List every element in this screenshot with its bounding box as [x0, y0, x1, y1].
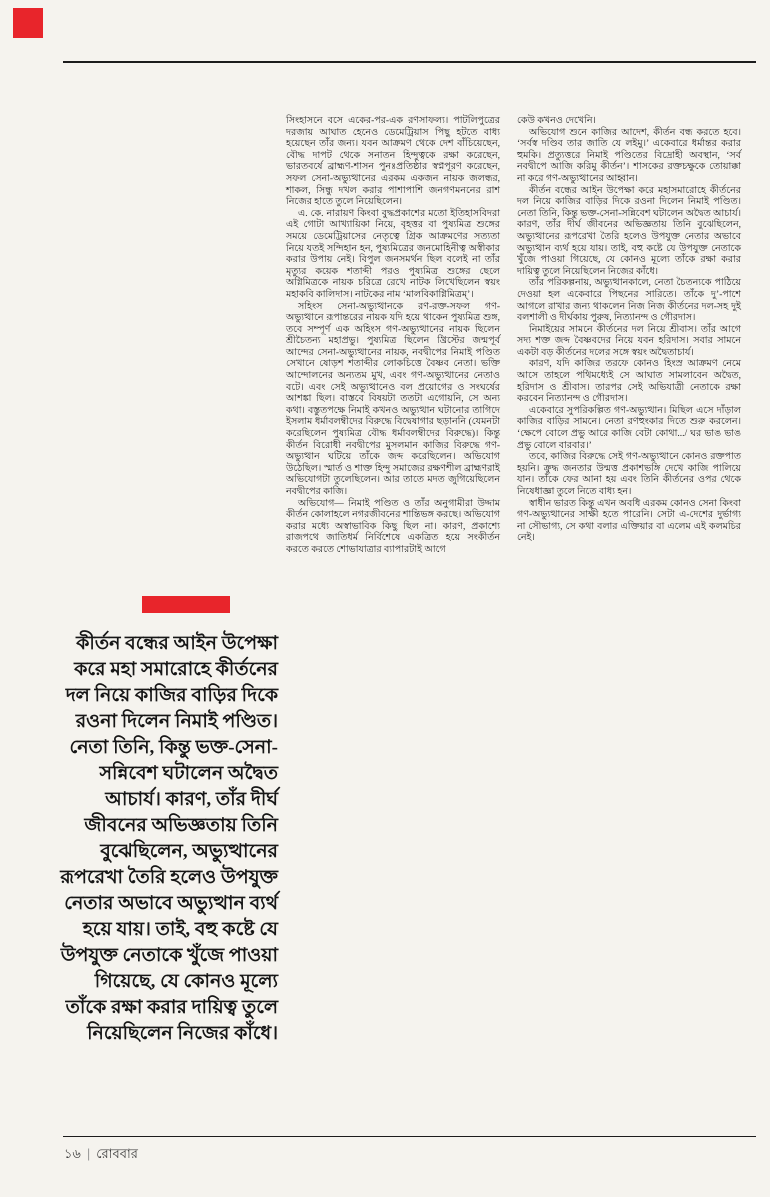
paragraph: নিমাইয়ের সামনে কীর্তনের দল নিয়ে শ্রীবাস। তাঁর আগে সদ্য শক্ত জব্দ বৈষ্ণবদের নিয়ে যবন হরিদাস। সবার সামনে একটা বড় কীর্তনের দলের সঙ্গে স্বয়ং অদ্বৈতাচার্য। [517, 324, 741, 358]
paragraph: কীর্তন বন্ধের আইন উপেক্ষা করে মহাসমারোহে কীর্তনের দল নিয়ে কাজির বাড়ির দিকে রওনা দিলেন নিমাই পণ্ডিত। নেতা তিনি, কিন্তু ভক্ত-সেনা-সন্নিবেশ ঘটালেন অদ্বৈত আচার্য। কারণ, তাঁর দীর্ঘ জীবনের অভিজ্ঞতায় তিনি বুঝেছিলেন, অভ্যুত্থানের রূপরেখা তৈরি হলেও উপযুক্ত নেতার অভাবে অভ্যুত্থান ব্যর্থ হয়ে যায়। তাই, বহু কষ্টে যে উপযুক্ত নেতাকে খুঁজে পাওয়া গিয়েছে, যে কোনও মূল্যে তাঁকে রক্ষা করার দায়িত্ব তুলে নিয়েছিলেন নিজের কাঁধে। [517, 185, 741, 277]
paragraph: অভিযোগ— নিমাই পণ্ডিত ও তাঁর অনুগামীরা উদ্দাম কীর্তন কোলাহলে নগরজীবনের শান্তিভঙ্গ করছে। অভিযোগ করার মধ্যে অস্বাভাবিক কিছু ছিল না। কারণ, প্রকাশ্যে রাজপথে জাতিধর্ম নির্বিশেষে একত্রিত হয়ে সংকীর্তন করতে করতে শোভাযাত্রার ব্যাপারটাই আগে [286, 498, 500, 555]
paragraph: তাঁর পরিকল্পনায়, অভ্যুত্থানকালে, নেতা চৈতন্যকে পাঠিয়ে দেওয়া হল একেবারে পিছনের সারিতে। তাঁকে দু’-পাশে আগলে রাখার জন্য থাকলেন নিজ নিজ কীর্তনের দল-সহ দুই বলশালী ও দীর্ঘকায় পুরুষ, নিত্যানন্দ ও গৌরদাস। [517, 278, 741, 324]
corner-red-mark [13, 8, 43, 38]
page-footer [64, 1145, 138, 1166]
top-rule [63, 61, 756, 63]
paragraph: স্বাধীন ভারত কিন্তু এখন অবধি এরকম কোনও সেনা কিংবা গণ-অভ্যুত্থানের সাক্ষী হতে পারেনি। সেটা এ-দেশের দুর্ভাগ্য না সৌভাগ্য, সে কথা বলার এক্তিয়ার বা এলেম এই কলমচির নেই। [517, 498, 741, 544]
pull-quote-red-bar [142, 596, 230, 613]
publication-name: রোববার [96, 1146, 138, 1161]
paragraph: কারণ, যদি কাজির তরফে কোনও হিংস্র আক্রমণ নেমে আসে তাহলে পথিমধ্যেই সে আঘাত সামলাবেন অদ্বৈত, হরিদাস ও শ্রীবাস। তারপর সেই অভিযাত্রী নেতাকে রক্ষা করবেন নিত্যানন্দ ও গৌরদাস। [517, 359, 741, 405]
paragraph: এ. কে. নারায়ণ কিংবা বুদ্ধপ্রকাশের মতো ইতিহাসবিদরা এই গোটা আখ্যায়িকা নিয়ে, বৃহত্তর বা পুষ্যমিত্র শুঙ্গের সময়ে ডেমেট্রিয়াসের নেতৃত্বে গ্রিক আক্রমণের সত্যতা নিয়ে যতই সন্দিহান হন, পুষ্যমিত্রের জনমোহিনীত্ব অস্বীকার করার উপায় নেই। বিপুল জনসমর্থন ছিল বলেই না তাঁর মৃত্যুর কয়েক শতাব্দী পরও পুষ্যমিত্র শুঙ্গের ছেলে অগ্নিমিত্রকে নায়ক চরিত্রে রেখে নাটক লিখেছিলেন স্বয়ং মহাকবি কালিদাস। নাটকের নাম ‘মালবিকাগ্নিমিত্রম্’। [286, 208, 500, 300]
paragraph: একেবারে সুপরিকল্পিত গণ-অভ্যুত্থান। মিছিল এসে দাঁড়াল কাজির বাড়ির সামনে। নেতা রণহুংকার দিতে শুরু করলেন। ‘ক্ষেপে বোলে প্রভু আরে কাজি বেটা কোথা.../ ঘর ভাঙ ভাঙ প্রভু বোলে বারবার।’ [517, 405, 741, 451]
paragraph: তবে, কাজির বিরুদ্ধে সেই গণ-অভ্যুত্থানে কোনও রক্তপাত হয়নি। ক্রুদ্ধ জনতার উন্মত্ত প্রকাশভঙ্গি দেখে কাজি পালিয়ে যান। তাঁকে ফের আনা হয় এবং তিনি কীর্তনের ওপর থেকে নিষেধাজ্ঞা তুলে নিতে বাধ্য হন। [517, 452, 741, 497]
page-number: ১৬ [64, 1146, 81, 1161]
bottom-rule [63, 1136, 756, 1137]
article-column-1 [286, 116, 500, 1116]
pull-quote-text: কীর্তন বন্ধের আইন উপেক্ষা করে মহা সমারোহে কীর্তনের দল নিয়ে কাজির বাড়ির দিকে রওনা দিলেন নিমাই পণ্ডিত। নেতা তিনি, কিন্তু ভক্ত-সেনা-সন্নিবেশ ঘটালেন অদ্বৈত আচার্য। কারণ, তাঁর দীর্ঘ জীবনের অভিজ্ঞতায় তিনি বুঝেছিলেন, অভ্যুত্থানের রূপরেখা তৈরি হলেও উপযুক্ত নেতার অভাবে অভ্যুত্থান ব্যর্থ হয়ে যায়। তাই, বহু কষ্টে যে উপযুক্ত নেতাকে খুঁজে পাওয়া গিয়েছে, যে কোনও মূল্যে তাঁকে রক্ষা করার দায়িত্ব তুলে নিয়েছিলেন নিজের কাঁধে। [60, 633, 278, 1044]
paragraph: সহিংস সেনা-অভ্যুত্থানকে রণ-রক্ত-সফল গণ-অভ্যুত্থানে রূপান্তরের নায়ক যদি হয়ে থাকেন পুষ্যমিত্র শুঙ্গ, তবে সম্পূর্ণ এক অহিংস গণ-অভ্যুত্থানের নায়ক ছিলেন শ্রীচৈতন্য মহাপ্রভু। পুষ্যমিত্র ছিলেন খ্রিস্টের জন্মপূর্ব আন্দের সেনা-অভ্যুত্থানের নায়ক, নবদ্বীপের নিমাই পণ্ডিত সেখানে ষোড়শ শতাব্দীর লোকচিত্তে বৈষ্ণব নেতা। ভক্তি আন্দোলনের অন্যতম মুখ, এবং গণ-অভ্যুত্থানের নেতাও বটে। এবং সেই অভ্যুত্থানেও বল প্রয়োগের ও সংঘর্ষের আশঙ্কা ছিল। বাস্তবে বিষয়টা ততটা এগোয়নি, সে অন্য কথা। বস্তুতপক্ষে নিমাই কখনও অভ্যুত্থান ঘটানোর তাগিদে ইসলাম ধর্মাবলম্বীদের বিরুদ্ধে বিদ্বেষাগার ছড়াননি (যেমনটা করেছিলেন পুষ্যমিত্র বৌদ্ধ ধর্মাবলম্বীদের বিরুদ্ধে)। কিন্তু কীর্তন বিরোধী নবদ্বীপের মুসলমান কাজির বিরুদ্ধে গণ-অভ্যুত্থান ঘটিয়ে তাঁকে জব্দ করেছিলেন। অভিযোগ উঠেছিল। স্মার্ত ও শাক্ত হিন্দু সমাজের রক্ষণশীল ব্রাহ্মণরাই অভিযোগটা তুলেছিলেন। আর তাতে মদত জুগিয়েছিলেন নবদ্বীপের কাজি। [286, 301, 500, 497]
footer-separator: | [86, 1146, 91, 1161]
article-column-2 [517, 116, 741, 1116]
pull-quote-block [56, 596, 278, 1047]
paragraph: সিংহাসনে বসে একের-পর-এক রণসাফল্য। পাটলিপুত্রের দরজায় আঘাত হেনেও ডেমেট্রিয়াস পিছু হটতে বাধ্য হয়েছেন তাঁর জন্য। যবন আক্রমণ থেকে দেশ বাঁচিয়েছেন, বৌদ্ধ দাপট থেকে সনাতন হিন্দুত্বকে রক্ষা করেছেন, ভারতবর্ষে ব্রাহ্মণ-শাসন পুনঃপ্রতিষ্ঠার স্বপ্নপূরণ করেছেন, সফল সেনা-অভ্যুত্থানের এরকম একজন নায়ক জলন্ধর, শাকল, সিন্ধু দখল করার পাশাপাশি জনগণমননের রাশ নিজের হাতে তুলে নিয়েছিলেন। [286, 116, 500, 208]
paragraph: অভিযোগ শুনে কাজির আদেশ, কীর্তন বন্ধ করতে হবে। ‘সর্বস্ব দণ্ডিব তার জাতি যে লইমু।’ একেবারে ধর্মান্তর করার হুমকি। প্রত্যুত্তরে নিমাই পণ্ডিতের বিদ্রোহী অবস্থান, ‘সর্ব নবদ্বীপে আজি করিমু কীর্তন’। শাসকের রক্তচক্ষুকে তোয়াক্কা না করে গণ-অভ্যুত্থানের আহ্বান। [517, 127, 741, 184]
paragraph: কেউ কখনও দেখেনি। [517, 116, 596, 126]
